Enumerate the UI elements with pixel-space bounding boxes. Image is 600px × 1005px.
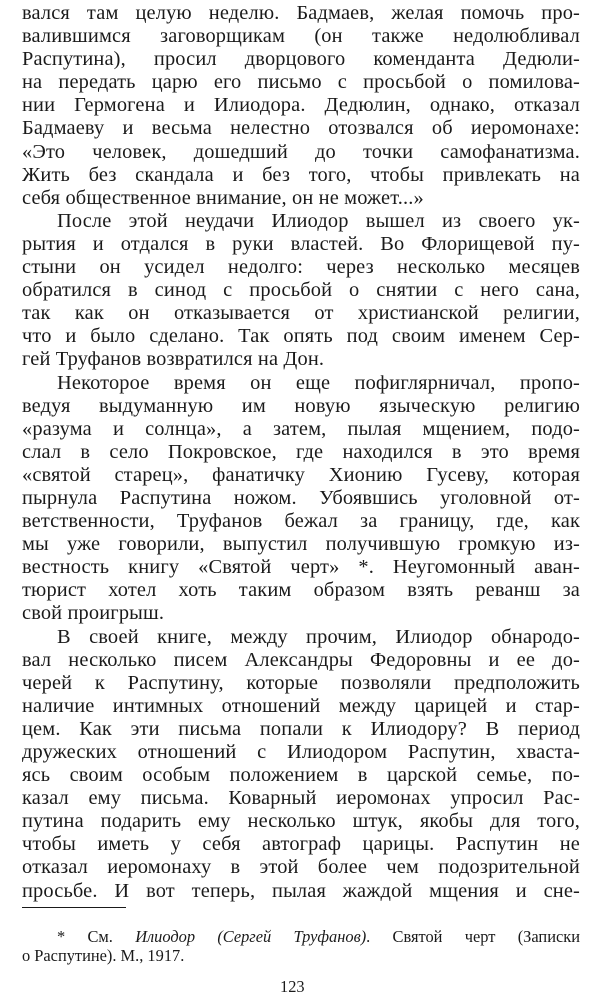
text-line: мы уже говорили, выпустил получившую громкую из- xyxy=(22,533,580,556)
text-line: отказал иеромонаху в этой более чем подозрительной xyxy=(22,856,580,879)
text-line: Распутина), просил дворцового коменданта Дедюли- xyxy=(22,48,580,71)
text-line: В своей книге, между прочим, Илиодор обнародо- xyxy=(57,625,580,648)
text-line: казал ему письма. Коварный иеромонах упросил Рас- xyxy=(22,787,580,810)
text-line: вестность книгу «Святой черт» *. Неугомонный аван- xyxy=(22,556,580,579)
text-line: Жить без скандала и без того, чтобы привлекать на xyxy=(22,163,580,186)
text-line: Некоторое время он еще пофиглярничал, пропо- xyxy=(57,371,580,394)
text-line: гей Труфанов возвратился на Дон. xyxy=(22,348,325,371)
text-line: путина подарить ему несколько штук, якобы для того, xyxy=(22,810,580,833)
text-line: валившимся заговорщикам (он также недолюбливал xyxy=(22,25,580,48)
paragraph-4 xyxy=(22,626,580,903)
text-line: себя общественное внимание, он не может...» xyxy=(22,186,424,209)
text-line: наличие интимных отношений между царицей и стар- xyxy=(22,694,580,717)
paragraph-1 xyxy=(22,2,580,210)
text-line: тюрист хотел хоть таким образом взять реванш за xyxy=(22,579,580,602)
text-line: обратился в синод с просьбой о снятии с него сана, xyxy=(22,279,580,302)
footnote-line-1 xyxy=(22,928,580,947)
footnote-line-2: о Распутине). М., 1917. xyxy=(22,945,185,965)
text-line: рытия и отдался в руки властей. Во Флорищевой пу- xyxy=(22,232,580,255)
text-line: чтобы иметь у себя автограф царицы. Распутин не xyxy=(22,833,580,856)
footnote-author: Илиодор (Сергей Труфанов) xyxy=(135,927,367,946)
text-line: на передать царю его письмо с просьбой о помилова- xyxy=(22,71,580,94)
footnote-divider xyxy=(22,907,126,908)
text-line: нии Гермогена и Илиодора. Дедюлин, однако, отказал xyxy=(22,94,580,117)
footnote-prefix: См. xyxy=(87,927,113,946)
text-line: стыни он усидел недолго: через несколько месяцев xyxy=(22,256,580,279)
text-line: вался там целую неделю. Бадмаев, желая помочь про- xyxy=(22,2,580,24)
text-line: так как он отказывается от христианской религии, xyxy=(22,302,580,325)
text-line: ясь своим особым положением в царской семье, по- xyxy=(22,764,580,787)
page-number: 123 xyxy=(280,977,305,996)
text-line: просьбе. И вот теперь, пылая жаждой мщения и сне- xyxy=(22,879,580,902)
text-line: ведуя выдуманную им новую языческую религию xyxy=(22,394,580,417)
footnote-title: . Святой черт (Записки xyxy=(366,927,580,946)
text-line: ветственности, Труфанов бежал за границу, где, как xyxy=(22,510,580,533)
text-line: Бадмаеву и весьма нелестно отозвался об иеромонахе: xyxy=(22,117,580,140)
text-line: «святой старец», фанатичку Хионию Гусеву, которая xyxy=(22,463,580,486)
text-line: пырнула Распутина ножом. Убоявшись уголовной от- xyxy=(22,486,580,509)
page-body xyxy=(22,2,580,903)
text-line: черей к Распутину, которые позволяли предположить xyxy=(22,671,580,694)
paragraph-3 xyxy=(22,372,580,626)
text-line: «разума и солнца», а затем, пылая мщением, подо- xyxy=(22,417,580,440)
footnote xyxy=(22,928,580,965)
paragraph-2 xyxy=(22,210,580,372)
text-line: дружеских отношений с Илиодором Распутин, хваста- xyxy=(22,741,580,763)
text-line: слал в село Покровское, где находился в это время xyxy=(22,440,580,463)
text-line: свой проигрыш. xyxy=(22,602,165,625)
text-line: «Это человек, дошедший до точки самофанатизма. xyxy=(22,140,580,163)
footnote-marker: * xyxy=(57,927,66,946)
text-line: После этой неудачи Илиодор вышел из своего ук- xyxy=(57,209,580,232)
text-line: вал несколько писем Александры Федоровны и ее до- xyxy=(22,648,580,671)
text-line: что и было сделано. Так опять под своим именем Сер- xyxy=(22,325,580,348)
text-line: цем. Как эти письма попали к Илиодору? В период xyxy=(22,717,580,740)
